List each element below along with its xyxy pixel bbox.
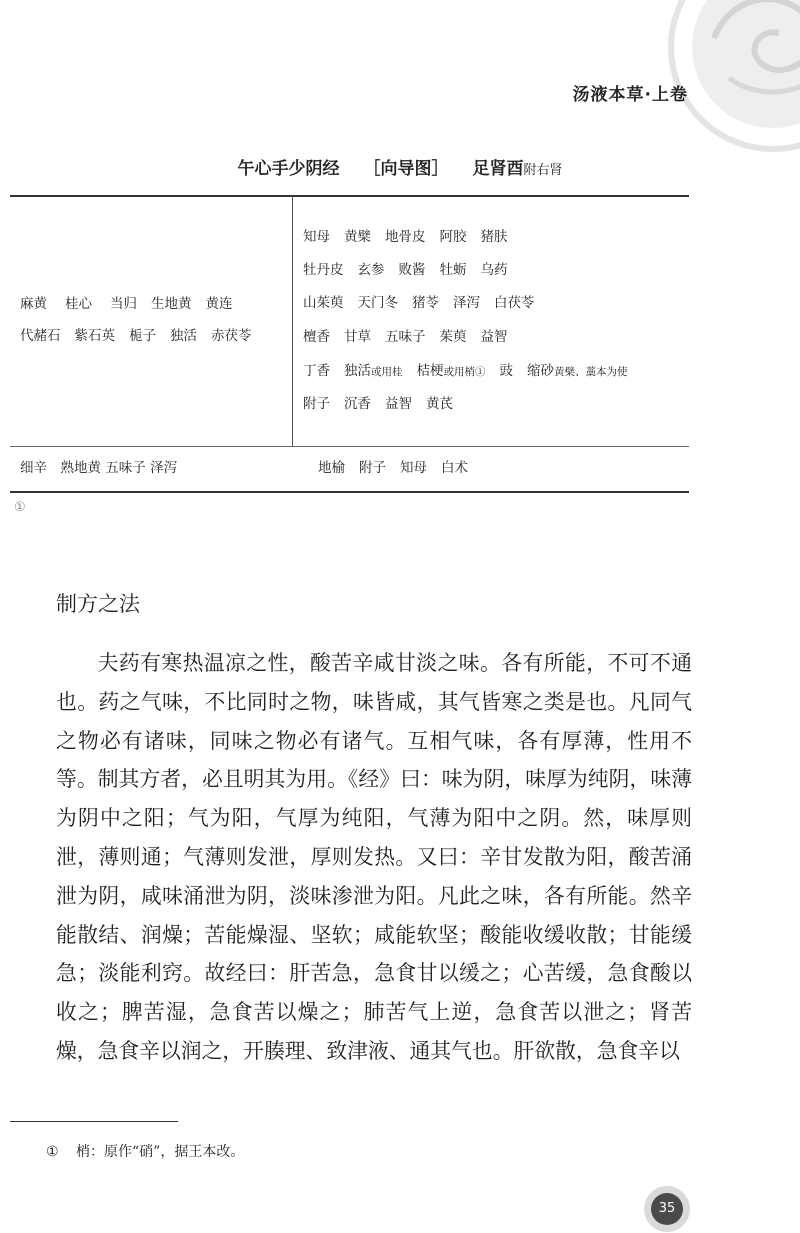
table-mid-rule xyxy=(10,446,689,447)
table-title-main: 午心手少阴经 xyxy=(237,159,340,179)
table-right-row-6: 附子 沉香 益智 黄芪 xyxy=(303,396,453,412)
body-text xyxy=(56,644,692,1071)
footnote-number: ① xyxy=(46,1144,59,1160)
table-title-note: 附右肾 xyxy=(523,163,563,178)
page-number: 35 xyxy=(651,1193,683,1225)
table-top-rule xyxy=(10,195,689,197)
footnote-text: 梢：原作“硝”，据王本改。 xyxy=(76,1144,245,1160)
table-right-row-4: 檀香 甘草 五味子 茱萸 益智 xyxy=(303,329,508,345)
table-right-row-5: 丁香 独活或用桂 桔梗或用梢① 豉 缩砂黄檗、藁本为使 xyxy=(303,363,628,379)
table-left-row-1: 麻黄 桂心 当归 生地黄 黄连 xyxy=(20,296,233,312)
decorative-seal xyxy=(668,0,800,152)
table-title-right: 足肾酉 xyxy=(472,159,524,179)
table-right-row-2: 牡丹皮 玄参 败酱 牡蛎 乌药 xyxy=(303,262,508,278)
table-title-middle: ［向导图］ xyxy=(363,159,449,179)
table-bottom-left: 细辛 熟地黄 五味子 泽泻 xyxy=(20,460,178,476)
table-left-row-2: 代赭石 紫石英 栀子 独活 赤茯苓 xyxy=(20,328,252,344)
section-heading: 制方之法 xyxy=(56,592,140,616)
table-title xyxy=(0,154,800,179)
dragon-pattern-icon xyxy=(674,0,800,146)
running-head: 汤液本草·上卷 xyxy=(572,85,688,105)
table-bottom-right: 地榆 附子 知母 白术 xyxy=(318,460,468,476)
table-right-row-3: 山茱萸 天门冬 猪苓 泽泻 白茯苓 xyxy=(303,295,535,311)
body-paragraph: 夫药有寒热温凉之性，酸苦辛咸甘淡之味。各有所能，不可不通也。药之气味，不比同时之物，味皆咸，其气皆寒之类是也。凡同气之物必有诸味，同味之物必有诸气。互相气味，各有厚薄，性用不等。制其方者，必且明其为用。《经》曰：味为阴，味厚为纯阴，味薄为阴中之阳；气为阳，气厚为纯阳，气薄为阳中之阴。然，味厚则泄，薄则通；气薄则发泄，厚则发热。又曰：辛甘发散为阳，酸苦涌泄为阴，咸味涌泄为阴，淡味渗泄为阳。凡此之味，各有所能。然辛能散结、润燥；苦能燥湿、坚软；咸能软坚；酸能收缓收散；甘能缓急；淡能利窍。故经曰：肝苦急，急食甘以缓之；心苦缓，急食酸以收之；脾苦湿，急食苦以燥之；肺苦气上逆，急食苦以泄之；肾苦燥，急食辛以润之，开腠理、致津液、通其气也。肝欲散，急食辛以 xyxy=(56,651,692,1063)
table-bottom-rule xyxy=(10,491,689,493)
footnote xyxy=(46,1141,244,1161)
footnote-rule xyxy=(10,1121,178,1122)
table-column-divider xyxy=(292,196,293,447)
table-footnote-mark: ① xyxy=(14,500,26,515)
table-right-row-1: 知母 黄檗 地骨皮 阿胶 猪肤 xyxy=(303,229,508,245)
footnote-reference-mark: ① xyxy=(475,366,486,378)
